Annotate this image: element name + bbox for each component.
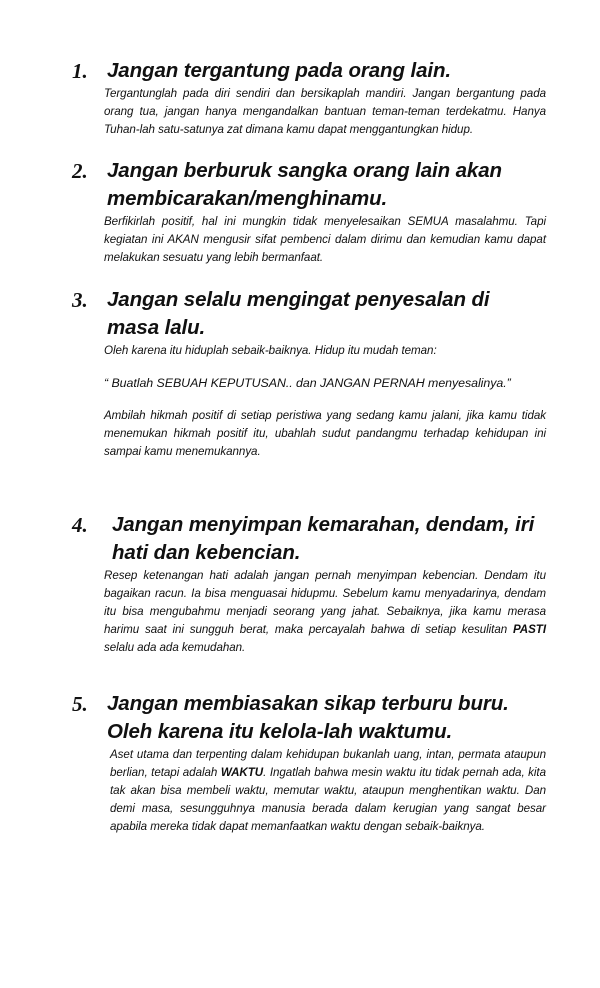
item-heading <box>112 511 546 567</box>
body-text-before: Aset utama dan terpenting dalam kehidupan bukanlah uang, intan, permata ataupun berlian, tetapi adalah <box>110 748 546 779</box>
tip-item-4 <box>72 511 546 657</box>
tip-item-3 <box>72 286 546 461</box>
item-quote: “ Buatlah SEBUAH KEPUTUSAN.. dan JANGAN PERNAH menyesalinya.” <box>104 376 511 390</box>
item-body <box>110 746 546 836</box>
item-body <box>104 567 546 657</box>
item-intro: Oleh karena itu hiduplah sebaik-baiknya. Hidup itu mudah teman: <box>104 344 437 357</box>
item-body: Berfikirlah positif, hal ini mungkin tidak menyelesaikan SEMUA masalahmu. Tapi kegiatan ini AKAN mengusir sifat pembenci dalam dirimu dan kemudian kamu dapat melakukan sesuatu yang lebih bermanfaat. <box>104 215 546 264</box>
item-number: 1. <box>72 59 88 83</box>
item-heading-text: Jangan menyimpan kemarahan, dendam, iri hati dan kebencian. <box>112 513 535 564</box>
item-number: 4. <box>72 513 88 537</box>
tip-item-5 <box>72 690 546 836</box>
item-number: 2. <box>72 159 88 183</box>
item-heading: Jangan tergantung pada orang lain. <box>107 59 451 82</box>
body-emphasis: WAKTU <box>220 766 264 779</box>
item-body: Tergantunglah pada diri sendiri dan bersikaplah mandiri. Jangan bergantung pada orang tua, jangan hanya mengandalkan bantuan teman-teman terdekatmu. Hanya Tuhan-lah satu-satunya zat dimana kamu dapat menggantungkan hidup. <box>104 87 546 136</box>
body-text-after: selalu ada ada kemudahan. <box>104 641 246 654</box>
body-emphasis: PASTI <box>512 623 546 636</box>
item-heading: Jangan selalu mengingat penyesalan di masa lalu. <box>107 288 490 339</box>
body-text-before: Resep ketenangan hati adalah jangan pernah menyimpan kebencian. Dendam itu bagaikan racun. Ia bisa menguasai hidupmu. Sebelum kamu menyadarinya, dendam itu bisa mengubahmu menjadi seorang yang jahat. Sebaiknya, jika kamu merasa harimu saat ini sungguh berat, maka percayalah bahwa di setiap kesulitan <box>104 569 546 636</box>
tip-item-1 <box>72 57 546 139</box>
item-closing: Ambilah hikmah positif di setiap peristiwa yang sedang kamu jalani, jika kamu tidak menemukan hikmah positif itu, ubahlah sudut pandangmu terhadap kehidupan ini sampai kamu menemukannya. <box>104 409 546 458</box>
body-text-after: . Ingatlah bahwa mesin waktu itu tidak pernah ada, kita tak akan bisa membeli waktu, memutar waktu, ataupun menghentikan waktu. Dan demi masa, sesungguhnya manusia berada dalam kerugian yang sangat besar apabila mereka tidak dapat memanfaatkan waktu dengan sebaik-baiknya. <box>110 766 546 833</box>
item-number: 3. <box>72 288 88 312</box>
item-number: 5. <box>72 692 88 716</box>
item-heading: Jangan berburuk sangka orang lain akan membicarakan/menghinamu. <box>107 159 502 210</box>
item-heading: Jangan membiasakan sikap terburu buru. Oleh karena itu kelola-lah waktumu. <box>107 692 509 743</box>
tip-item-2 <box>72 157 546 267</box>
